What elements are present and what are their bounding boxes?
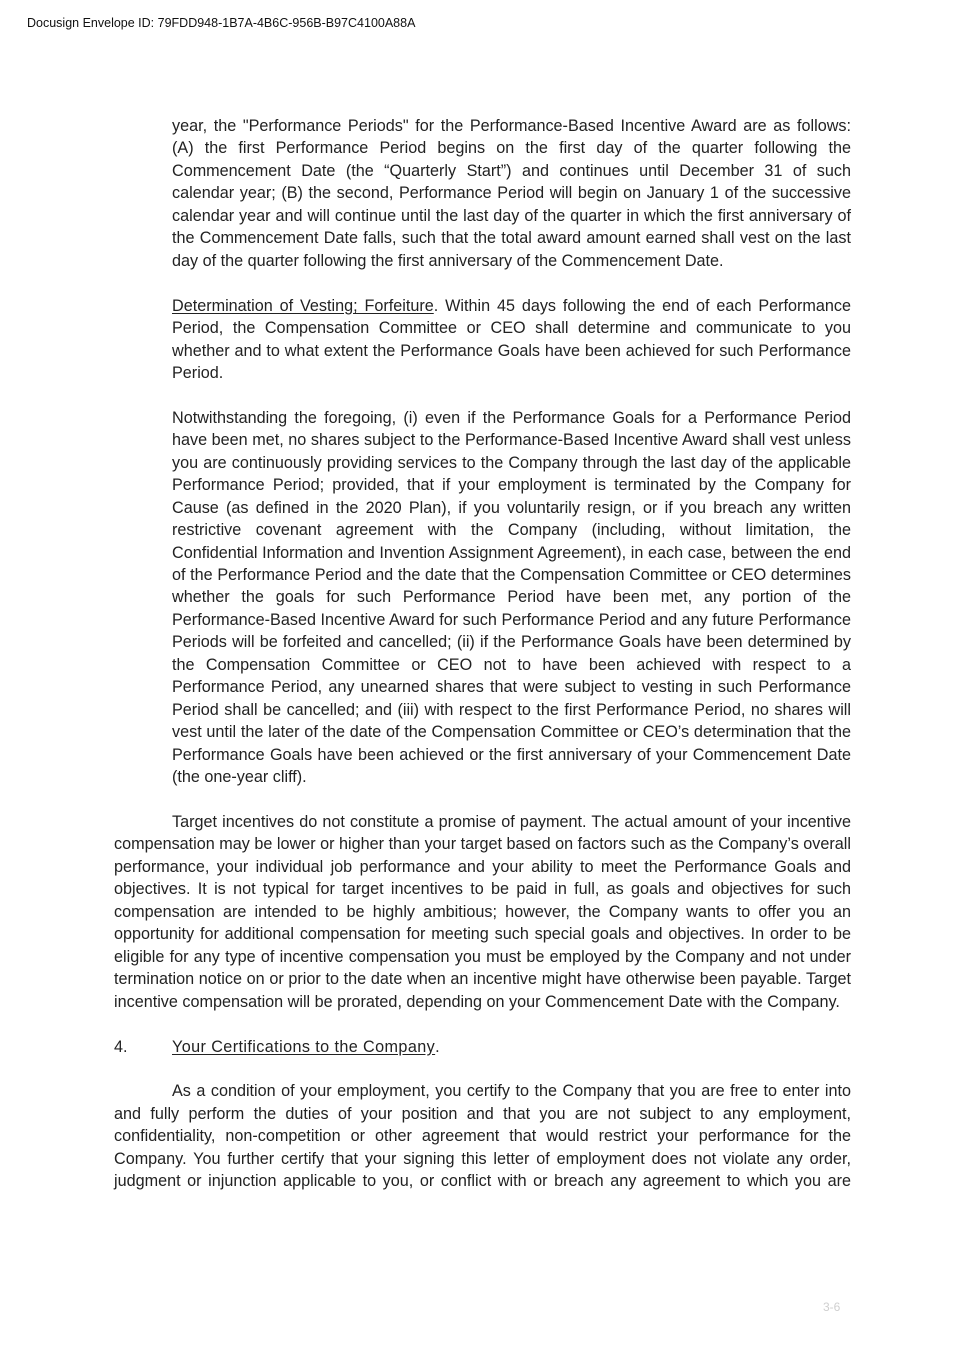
determination-heading: Determination of Vesting; Forfeiture <box>172 296 434 315</box>
docusign-envelope-id: Docusign Envelope ID: 79FDD948-1B7A-4B6C-956B-B97C4100A88A <box>27 16 416 30</box>
notwithstanding-paragraph: Notwithstanding the foregoing, (i) even if the Performance Goals for a Performance Period have been met, no shares subject to the Performance-Based Incentive Award shall vest unless you are continuously providing services to the Company through the last day of the applicable Performance Period; provided, that if your employment is terminated by the Company for Cause (as defined in the 2020 Plan), if you voluntarily resign, or if you breach any written restrictive covenant agreement with the Company (including, without limitation, the Confidential Information and Invention Assignment Agreement), in each case, between the end of the Performance Period and the date that the Compensation Committee or CEO determines whether the goals for such Performance Period have been met, any portion of the Performance-Based Incentive Award for such Performance Period and any future Performance Periods will be forfeited and cancelled; (ii) if the Performance Goals have been determined by the Compensation Committee or CEO not to have been achieved with respect to a Performance Period, any unearned shares that were subject to vesting in such Performance Period shall be cancelled; and (iii) with respect to the first Performance Period, no shares will vest until the later of the date of the Compensation Committee or CEO’s determination that the Performance Goals have been achieved or the first anniversary of your Commencement Date (the one-year cliff). <box>172 408 851 787</box>
section-title-period: . <box>435 1037 440 1056</box>
page-number: 3-6 <box>823 1300 841 1314</box>
section-4-heading <box>114 1036 851 1058</box>
certifications-paragraph: As a condition of your employment, you certify to the Company that you are free to enter into and fully perform the duties of your position and that you are not subject to any employment, confidentiality, non-competition or other agreement that would restrict your performance for the Company. You further certify that your signing this letter of employment does not violate any order, judgment or injunction applicable to you, or conflict with or breach any agreement to which you are <box>114 1082 851 1191</box>
paragraph-spacer <box>114 272 851 294</box>
determination-body: . Within 45 days following the end of each Performance Period, the Compensation Committee or CEO shall determine and communicate to you whether and to what extent the Performance Goals have been achieved for such Performance Period. <box>172 296 851 382</box>
paragraph-spacer <box>114 1013 851 1035</box>
paragraph-spacer <box>114 384 851 406</box>
paragraph-spacer <box>114 1058 851 1080</box>
document-body <box>114 115 851 1193</box>
section-title: Your Certifications to the Company <box>172 1037 436 1056</box>
determination-paragraph <box>172 295 851 385</box>
paragraph-spacer <box>114 789 851 811</box>
target-incentives-paragraph: Target incentives do not constitute a promise of payment. The actual amount of your incentive compensation may be lower or higher than your target based on factors such as the Company’s overall performance, your individual job performance and your ability to meet the Performance Goals and objectives. It is not typical for target incentives to be paid in full, as goals and objectives for such compensation are intended to be highly ambitious; however, the Company wants to offer you an opportunity for additional compensation for meeting such special goals and objectives. In order to be eligible for any type of incentive compensation you must be employed by the Company and not under termination notice on or prior to the date when an incentive might have otherwise been payable. Target incentive compensation will be prorated, depending on your Commencement Date with the Company. <box>114 813 851 1011</box>
performance-periods-paragraph: year, the "Performance Periods" for the Performance-Based Incentive Award are as follows: (A) the first Performance Period begins on the first day of the quarter following the Commencement Date (the “Quarterly Start”) and continues until December 31 of such calendar year; (B) the second, Performance Period will begin on January 1 of the successive calendar year and will continue until the last day of the quarter in which the first anniversary of the Commencement Date falls, such that the total award amount earned shall vest on the last day of the quarter following the first anniversary of the Commencement Date. <box>172 117 851 270</box>
section-number: 4. <box>114 1037 128 1056</box>
